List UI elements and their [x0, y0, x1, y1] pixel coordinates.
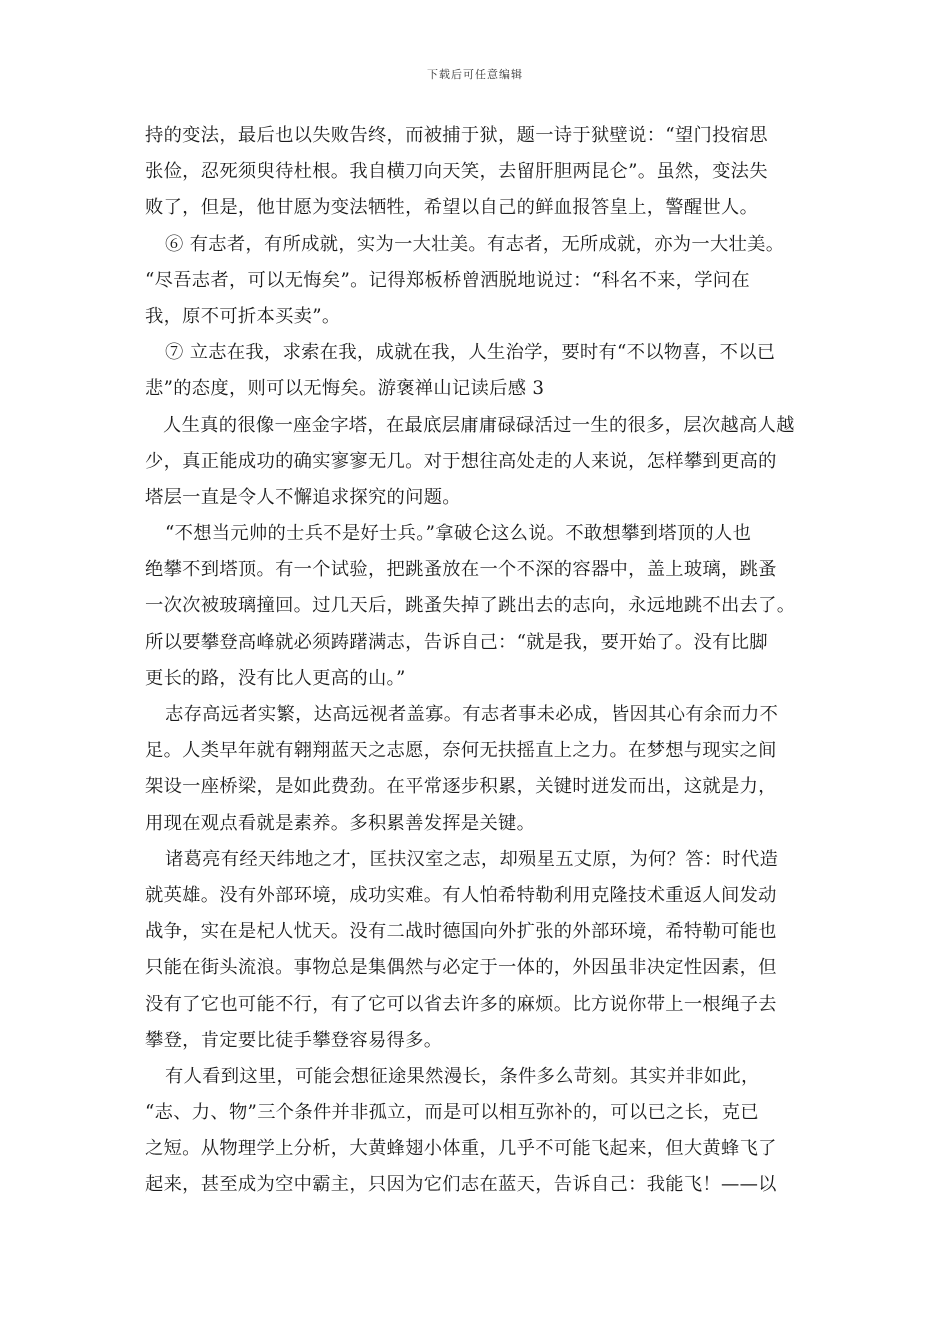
page-header: 下载后可任意编辑	[427, 68, 523, 81]
text-line: 绝攀不到塔顶。有一个试验，把跳蚤放在一个不深的容器中，盖上玻璃，跳蚤	[145, 559, 777, 581]
text-line: “尽吾志者，可以无悔矣”。记得郑板桥曾洒脱地说过：“科名不来，学问在	[145, 269, 750, 291]
text-line: 更长的路，没有比人更高的山。”	[145, 667, 406, 689]
text-line: 败了，但是，他甘愿为变法牺牲，希望以自己的鲜血报答皇上，警醒世人。	[145, 197, 759, 219]
text-line: 一次次被玻璃撞回。过几天后，跳蚤失掉了跳出去的志向，永远地跳不出去了。	[145, 595, 796, 617]
text-line: “不想当元帅的士兵不是好士兵。”拿破仑这么说。不敢想攀到塔顶的人也	[165, 523, 752, 545]
text-line: 有人看到这里，可能会想征途果然漫长，条件多么苛刻。其实并非如此，	[165, 1065, 760, 1087]
text-line: 架设一座桥梁，是如此费劲。在平常逐步积累，关键时迸发而出，这就是力，	[145, 776, 777, 798]
text-line: 少，真正能成功的确实寥寥无几。对于想往高处走的人来说，怎样攀到更高的	[145, 450, 777, 472]
document-body	[145, 118, 810, 1204]
text-line: 没有了它也可能不行，有了它可以省去许多的麻烦。比方说你带上一根绳子去	[145, 993, 777, 1015]
text-line: 悲”的态度，则可以无悔矣。游褒禅山记读后感 3	[145, 378, 545, 400]
text-line: 人生真的很像一座金字塔，在最底层庸庸碌碌活过一生的很多，层次越高人越	[163, 414, 795, 436]
text-line: ⑥ 有志者，有所成就，实为一大壮美。有志者，无所成就，亦为一大壮美。	[165, 233, 785, 255]
text-line: 攀登，肯定要比徒手攀登容易得多。	[145, 1029, 443, 1051]
text-line: 只能在街头流浪。事物总是集偶然与必定于一体的，外因虽非决定性因素，但	[145, 957, 777, 979]
text-line: 之短。从物理学上分析，大黄蜂翅小体重，几乎不可能飞起来，但大黄蜂飞了	[145, 1138, 777, 1160]
text-line: 用现在观点看就是素养。多积累善发挥是关键。	[145, 812, 536, 834]
text-line: 塔层一直是令人不懈追求探究的问题。	[145, 486, 461, 508]
text-line: 就英雄。没有外部环境，成功实难。有人怕希特勒利用克隆技术重返人间发动	[145, 884, 777, 906]
text-line: ⑦ 立志在我，求索在我，成就在我，人生治学，要时有“不以物喜，不以已	[165, 342, 776, 364]
text-line: 所以要攀登高峰就必须踌躇满志，告诉自己：“就是我，要开始了。没有比脚	[145, 631, 768, 653]
text-line: “志、力、物”三个条件并非孤立，而是可以相互弥补的，可以已之长，克已	[145, 1102, 759, 1124]
text-line: 战争，实在是杞人忧天。没有二战时德国向外扩张的外部环境，希特勒可能也	[145, 921, 777, 943]
text-line: 诸葛亮有经天纬地之才，匡扶汉室之志，却殒星五丈原，为何？答：时代造	[165, 848, 779, 870]
text-line: 持的变法，最后也以失败告终，而被捕于狱，题一诗于狱壁说：“望门投宿思	[145, 125, 768, 146]
text-line: 足。人类早年就有翱翔蓝天之志愿，奈何无扶摇直上之力。在梦想与现实之间	[145, 740, 777, 762]
text-line: 志存高远者实繁，达高远视者盖寡。有志者事未必成，皆因其心有余而力不	[165, 704, 779, 725]
text-line: 我，原不可折本买卖”。	[145, 305, 341, 327]
text-line: 张俭，忍死须臾待杜根。我自横刀向天笑，去留肝胆两昆仑”。虽然，变法失	[145, 161, 768, 183]
text-line: 起来，甚至成为空中霸主，只因为它们志在蓝天，告诉自己：我能飞！——以	[145, 1174, 777, 1196]
